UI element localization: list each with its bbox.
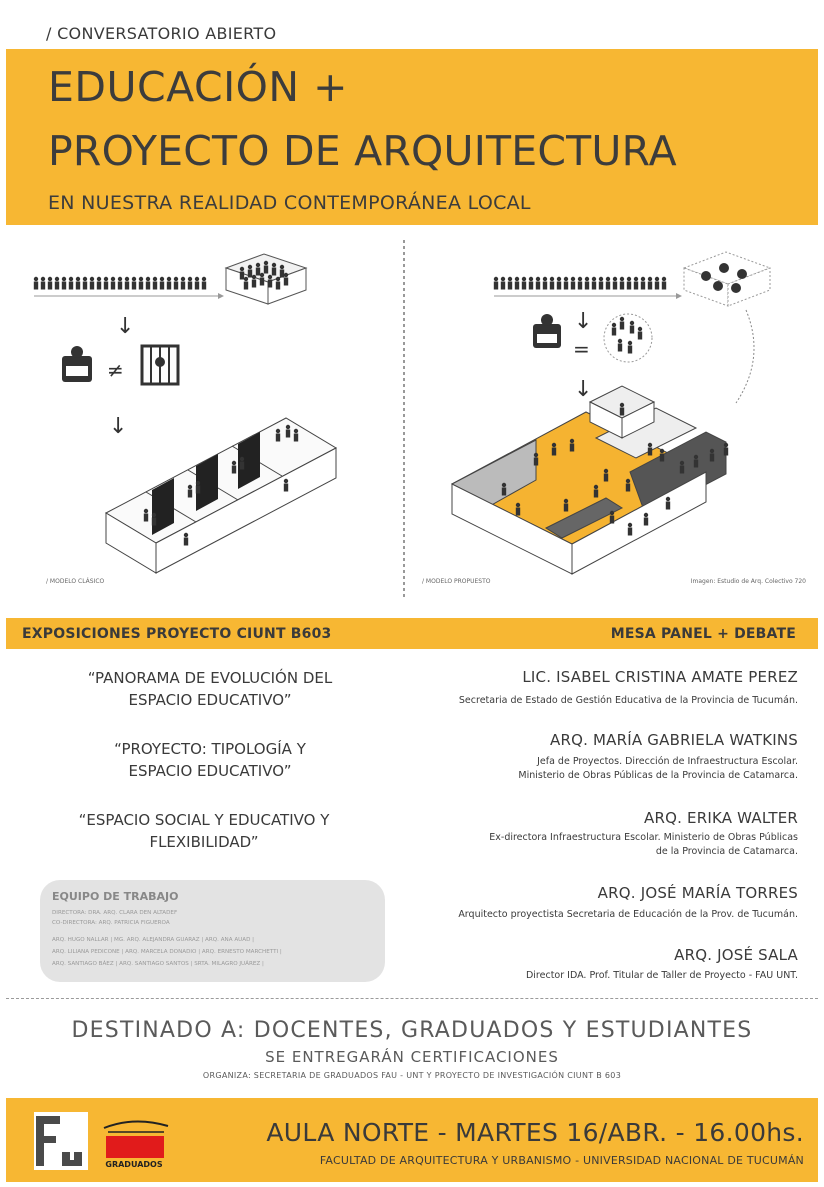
graduados-label: GRADUADOS — [105, 1160, 163, 1169]
talk-2 — [40, 738, 380, 782]
education-models-diagram — [6, 228, 818, 606]
svg-text:↓: ↓ — [574, 377, 593, 402]
speaker-2-name: ARQ. MARÍA GABRIELA WATKINS — [549, 731, 798, 749]
team-panel — [40, 880, 385, 982]
divider — [6, 998, 818, 999]
fau-logo-mark — [34, 1112, 88, 1170]
talk-2-line-2: ESPACIO EDUCATIVO” — [128, 762, 292, 780]
exhibitions-heading: EXPOSICIONES PROYECTO CIUNT B603 — [22, 626, 332, 642]
illustration-panel — [6, 228, 818, 606]
team-line-2: CO-DIRECTORA: ARQ. PATRICIA FIGUEROA — [52, 920, 170, 926]
kicker: / CONVERSATORIO ABIERTO — [46, 24, 277, 43]
event-details: AULA NORTE - MARTES 16/ABR. - 16.00hs. — [266, 1118, 804, 1147]
graduados-logo — [94, 1114, 174, 1170]
speaker-2-role-line-1: Jefa de Proyectos. Dirección de Infraestructura Escolar. — [537, 756, 798, 767]
speaker-3-role-line-2: de la Provincia de Catamarca. — [655, 846, 798, 857]
talk-1 — [40, 667, 380, 711]
svg-text:↓: ↓ — [116, 314, 135, 339]
speaker-2-role-line-2: Ministerio de Obras Públicas de la Provincia de Catamarca. — [518, 770, 798, 781]
title-band — [6, 49, 818, 225]
speaker-1-role-line-1: Secretaria de Estado de Gestión Educativa de la Provincia de Tucumán. — [458, 695, 798, 706]
team-line-3: ARQ. HUGO NALLAR | MG. ARQ. ALEJANDRA GUARAZ | ARQ. ANA AUAD | — [52, 937, 255, 943]
speaker-1-name: LIC. ISABEL CRISTINA AMATE PEREZ — [522, 668, 798, 686]
speaker-3-role-line-1: Ex-directora Infraestructura Escolar. Ministerio de Obras Públicas — [489, 832, 798, 843]
speaker-5-role-line-1: Director IDA. Prof. Titular de Taller de Proyecto - FAU UNT. — [525, 970, 798, 981]
team-line-5: ARQ. SANTIAGO BÁEZ | ARQ. SANTIAGO SANTOS | SRTA. MILAGRO JUÁREZ | — [52, 961, 264, 967]
team-line-1: DIRECTORA: DRA. ARQ. CLARA DEN ALTADEF — [52, 910, 178, 916]
institution-name: FACULTAD DE ARQUITECTURA Y URBANISMO - UNIVERSIDAD NACIONAL DE TUCUMÁN — [319, 1154, 804, 1167]
team-line-4: ARQ. LILIANA PEDICONE | ARQ. MARCELA DONADIO | ARQ. ERNESTO MARCHETTI | — [52, 949, 282, 955]
audience-line: DESTINADO A: DOCENTES, GRADUADOS Y ESTUDIANTES — [71, 1018, 753, 1043]
footer-band — [6, 1098, 818, 1182]
talk-1-line-1: “PANORAMA DE EVOLUCIÓN DEL — [87, 669, 333, 687]
speaker-4-role — [458, 908, 798, 922]
speaker-5-role — [526, 969, 798, 983]
graduados-logo-mark — [94, 1114, 174, 1160]
subtitle: EN NUESTRA REALIDAD CONTEMPORÁNEA LOCAL — [48, 192, 531, 214]
svg-text:=: = — [573, 337, 590, 361]
svg-text:≠: ≠ — [107, 358, 124, 382]
panel-heading: MESA PANEL + DEBATE — [610, 626, 796, 642]
speaker-3-name: ARQ. ERIKA WALTER — [644, 809, 798, 827]
talk-1-line-2: ESPACIO EDUCATIVO” — [128, 691, 292, 709]
fau-logo — [34, 1112, 88, 1170]
caption-classic: / MODELO CLÁSICO — [46, 578, 105, 585]
speaker-4-name: ARQ. JOSÉ MARÍA TORRES — [597, 884, 798, 902]
talk-3-line-2: FLEXIBILIDAD” — [149, 833, 259, 851]
image-credit: Imagen: Estudio de Arq. Colectivo 720 — [690, 578, 806, 585]
title-line-2: PROYECTO DE ARQUITECTURA — [48, 127, 677, 175]
speaker-3-role — [489, 831, 798, 859]
talk-2-line-1: “PROYECTO: TIPOLOGÍA Y — [114, 740, 306, 758]
svg-text:↓: ↓ — [109, 414, 128, 439]
certification-line: SE ENTREGARÁN CERTIFICACIONES — [265, 1048, 559, 1066]
speaker-1-role — [459, 694, 798, 708]
svg-text:↓: ↓ — [574, 309, 593, 334]
organizer-line: ORGANIZA: SECRETARIA DE GRADUADOS FAU - UNT Y PROYECTO DE INVESTIGACIÓN CIUNT B 603 — [202, 1071, 622, 1080]
team-title: EQUIPO DE TRABAJO — [52, 890, 179, 903]
title-line-1: EDUCACIÓN + — [48, 63, 348, 111]
proposed-model-illustration — [452, 252, 770, 574]
talk-3 — [34, 809, 374, 853]
talk-3-line-1: “ESPACIO SOCIAL Y EDUCATIVO Y — [78, 811, 330, 829]
section-bar — [6, 618, 818, 649]
caption-proposed: / MODELO PROPUESTO — [422, 578, 491, 585]
speaker-4-role-line-1: Arquitecto proyectista Secretaria de Educación de la Prov. de Tucumán. — [458, 909, 798, 920]
speaker-2-role — [518, 755, 798, 783]
classic-model-illustration — [32, 254, 336, 573]
speaker-5-name: ARQ. JOSÉ SALA — [674, 946, 798, 964]
